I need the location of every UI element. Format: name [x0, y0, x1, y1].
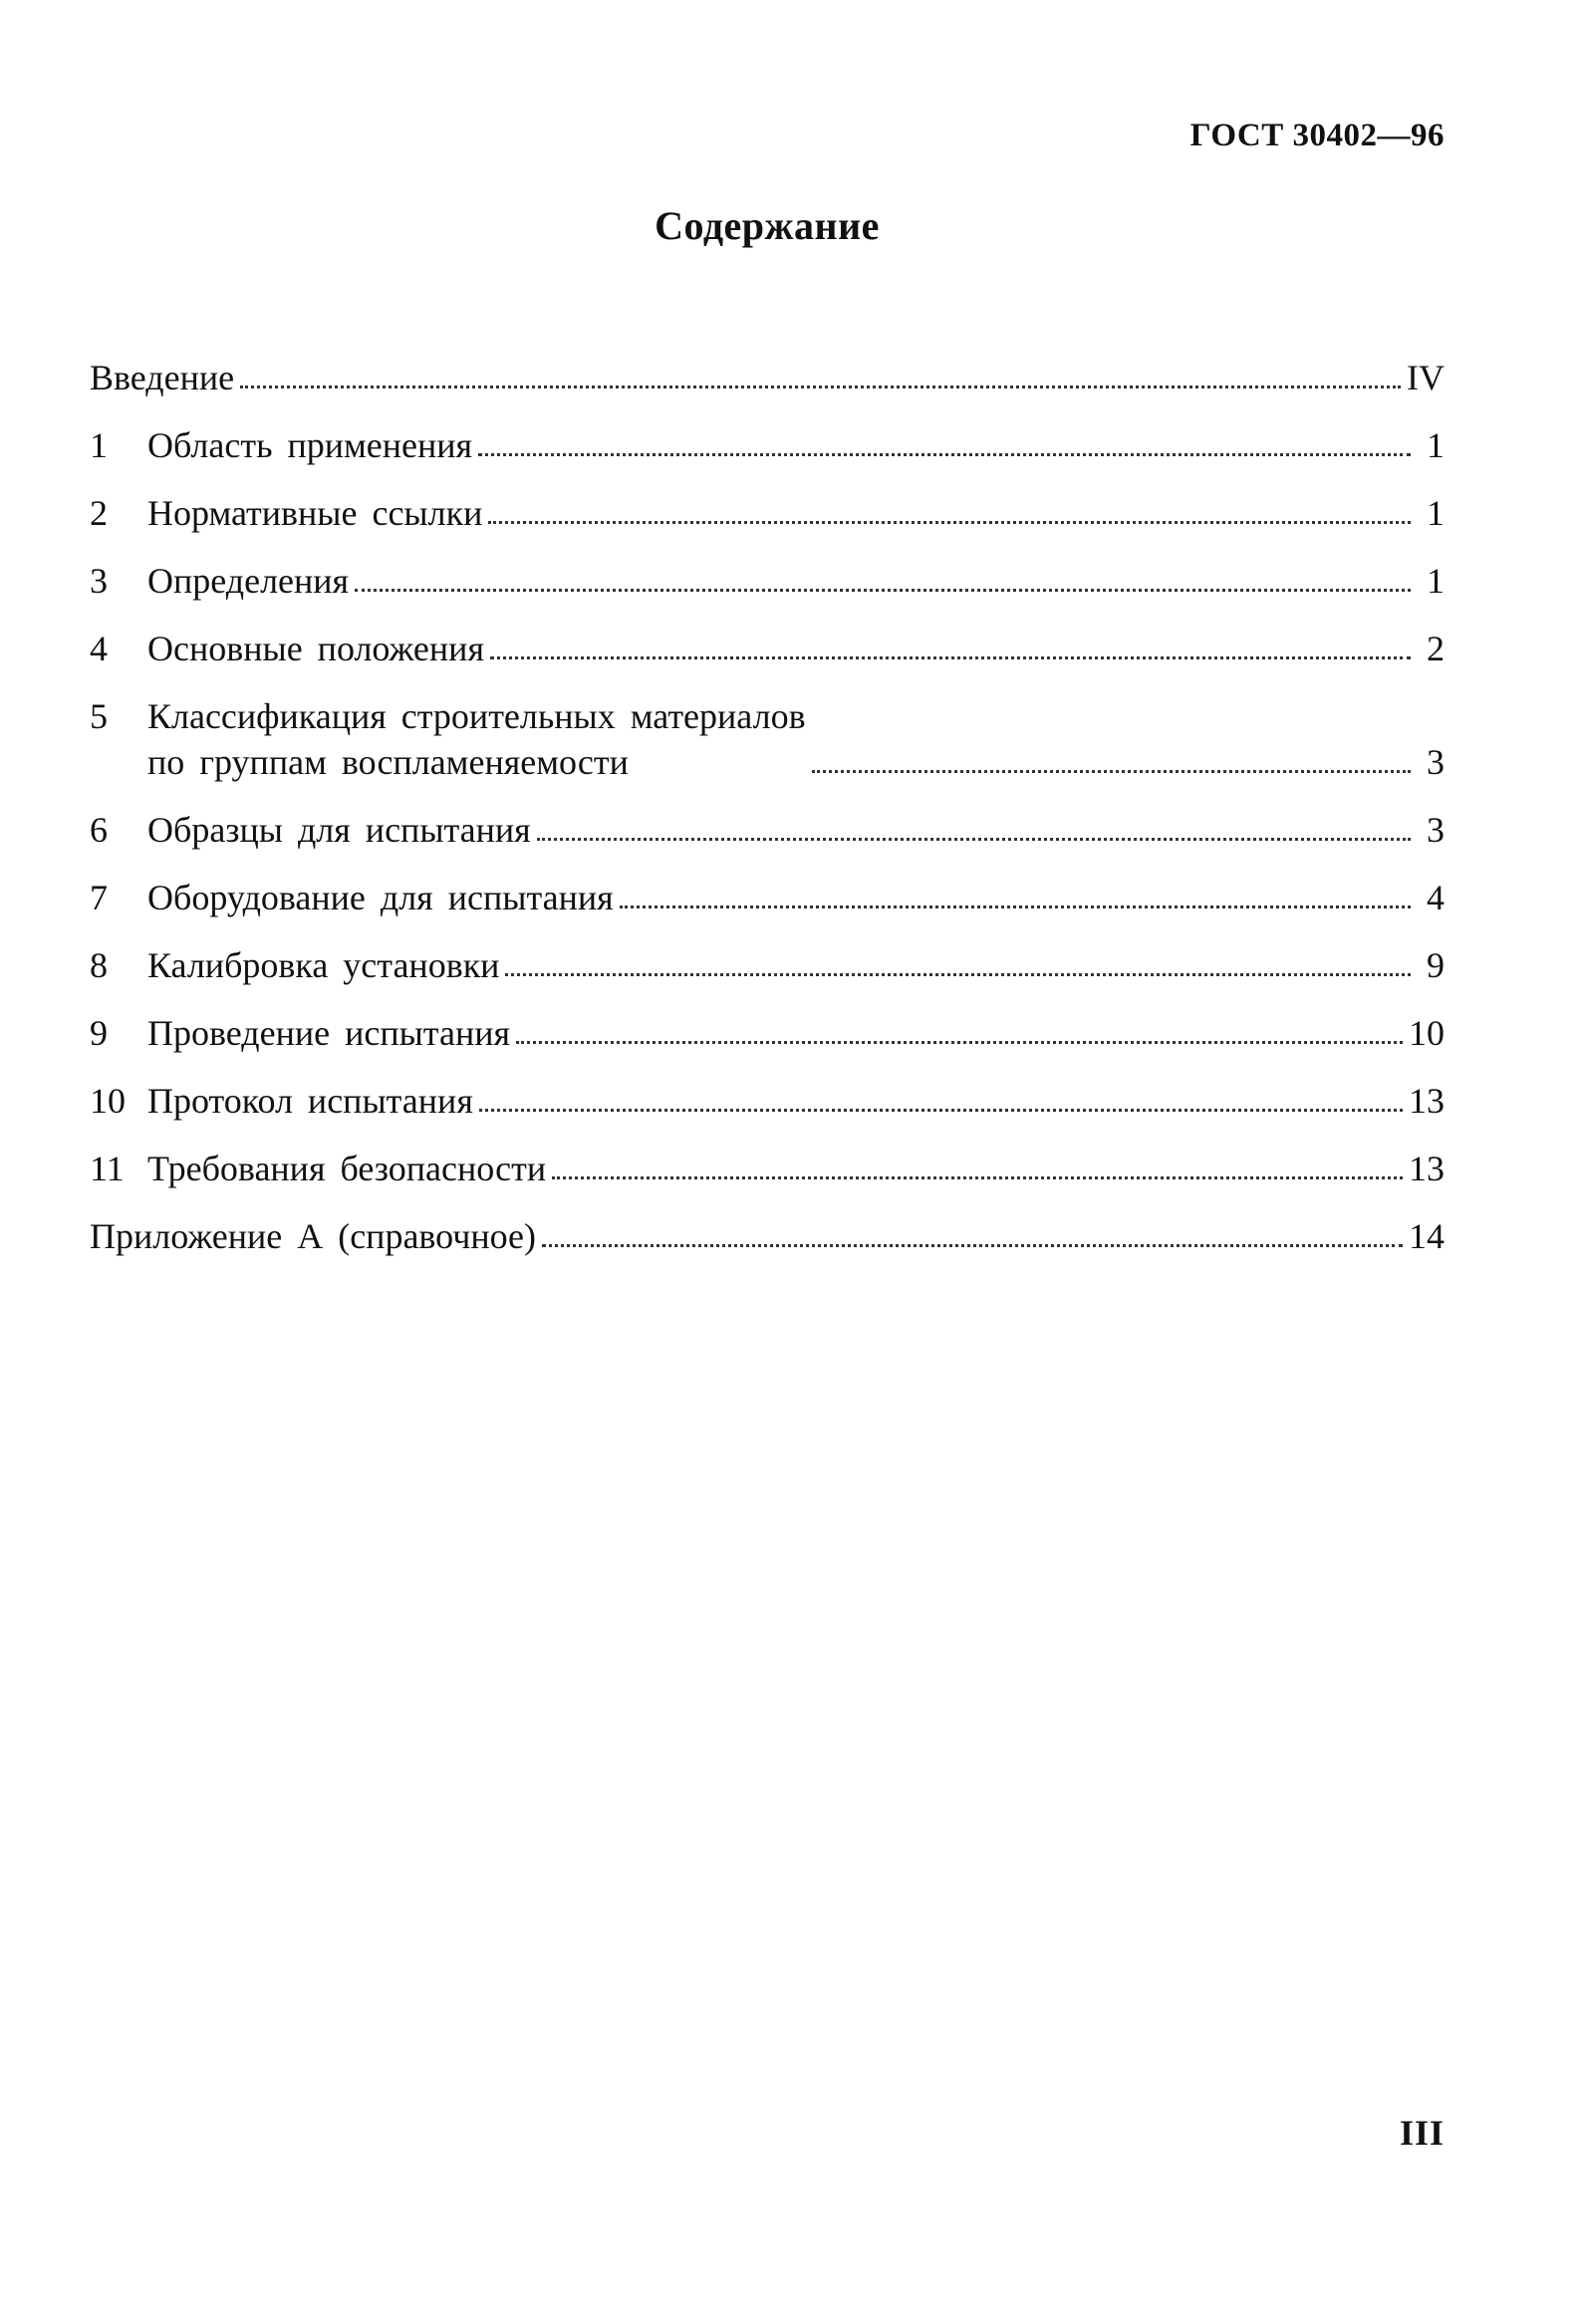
toc-entry-page: 1 [1427, 425, 1445, 465]
toc-entry-page: 2 [1427, 629, 1445, 668]
toc-entry-5[interactable] [90, 693, 1445, 785]
dot-leader [516, 1041, 1403, 1044]
dot-leader [542, 1244, 1403, 1247]
toc-entry-label: Основные положения [147, 629, 484, 668]
toc-entry-11[interactable] [90, 1146, 1445, 1191]
toc-entry-page: 13 [1409, 1149, 1445, 1188]
toc-entry-page: 13 [1409, 1081, 1445, 1121]
toc-entry-10[interactable] [90, 1078, 1445, 1124]
dot-leader [505, 973, 1411, 976]
dot-leader [552, 1176, 1403, 1179]
toc-entry-number: 7 [90, 878, 108, 917]
toc-entry-7[interactable] [90, 875, 1445, 920]
dot-leader [490, 656, 1411, 659]
dot-leader [240, 386, 1401, 388]
toc-entry-number: 2 [90, 493, 108, 533]
toc-entry-label: Приложение А (справочное) [90, 1216, 537, 1256]
toc-entry-number: 9 [90, 1013, 108, 1053]
toc-entry-number: 1 [90, 425, 108, 465]
toc-entry-label: Область применения [147, 425, 473, 465]
toc-entry-9[interactable] [90, 1010, 1445, 1056]
dot-leader [620, 905, 1411, 908]
toc-entry-label: Образцы для испытания [147, 810, 531, 850]
toc-entry-number: 5 [90, 696, 108, 736]
toc-entry-appendix-a[interactable] [90, 1213, 1445, 1259]
toc-entry-number: 6 [90, 810, 108, 850]
toc-entry-number: 8 [90, 945, 108, 985]
toc-entry-page: 10 [1409, 1013, 1445, 1053]
toc-entry-number: 3 [90, 561, 108, 601]
table-of-contents [90, 355, 1445, 1281]
document-code: ГОСТ 30402—96 [1189, 118, 1445, 153]
toc-entry-1[interactable] [90, 422, 1445, 468]
toc-entry-page: 14 [1409, 1216, 1445, 1256]
dot-leader [355, 589, 1411, 592]
toc-entry-page: 3 [1427, 810, 1445, 850]
dot-leader [537, 838, 1411, 841]
toc-entry-label: Введение [90, 358, 235, 397]
dot-leader [479, 1109, 1403, 1112]
toc-entry-8[interactable] [90, 942, 1445, 988]
toc-entry-2[interactable] [90, 490, 1445, 536]
toc-entry-label: Требования безопасности [147, 1149, 547, 1188]
toc-entry-page: 4 [1427, 878, 1445, 917]
toc-title: Содержание [655, 203, 880, 248]
toc-entry-label-line2: по группам воспламеняемости [147, 742, 629, 782]
toc-entry-label: Проведение испытания [147, 1013, 511, 1053]
toc-entry-label: Определения [147, 561, 350, 601]
toc-entry-label: Калибровка установки [147, 945, 500, 985]
toc-entry-page: 3 [1427, 742, 1445, 782]
toc-entry-label: Протокол испытания [147, 1081, 473, 1121]
toc-entry-label: Нормативные ссылки [147, 493, 483, 533]
toc-entry-page: 1 [1427, 493, 1445, 533]
page-number: III [1399, 2113, 1445, 2153]
toc-entry-number: 11 [90, 1149, 125, 1188]
toc-entry-page: 9 [1427, 945, 1445, 985]
dot-leader [812, 770, 1411, 773]
toc-entry-label-line1: Классификация строительных материалов [147, 696, 806, 736]
toc-entry-6[interactable] [90, 807, 1445, 853]
toc-entry-number: 10 [90, 1081, 126, 1121]
toc-entry-introduction[interactable] [90, 355, 1445, 400]
dot-leader [488, 521, 1411, 524]
toc-entry-4[interactable] [90, 626, 1445, 671]
toc-entry-number: 4 [90, 629, 108, 668]
toc-entry-label: Оборудование для испытания [147, 878, 614, 917]
dot-leader [478, 453, 1411, 456]
toc-entry-page: IV [1407, 358, 1445, 397]
toc-entry-3[interactable] [90, 558, 1445, 604]
toc-entry-page: 1 [1427, 561, 1445, 601]
